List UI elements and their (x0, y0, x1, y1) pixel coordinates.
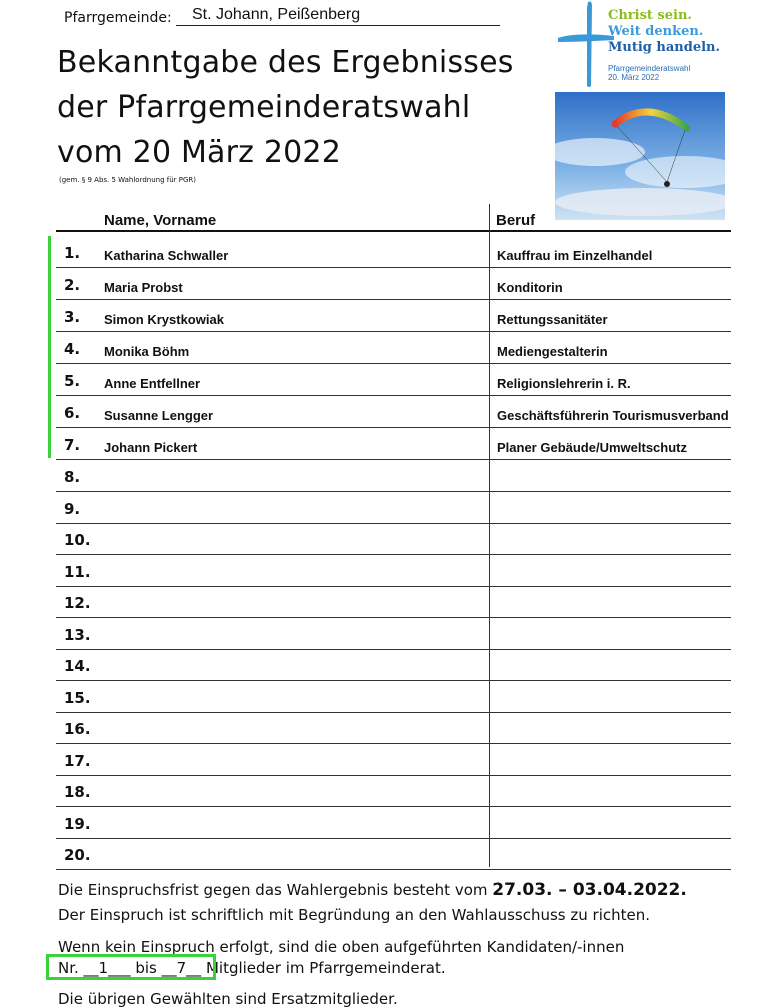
row-number: 20. (64, 846, 91, 864)
row-number: 5. (64, 372, 81, 390)
table-row (56, 681, 731, 713)
table-row (56, 492, 731, 524)
table-row (56, 428, 731, 460)
member-range-suffix: Mitglieder im Pfarrgemeinderat. (201, 959, 446, 977)
row-number: 16. (64, 720, 91, 738)
row-name: Johann Pickert (104, 440, 198, 455)
footer-paragraph-2: Der Einspruch ist schriftlich mit Begründung an den Wahlausschuss zu richten. (58, 906, 651, 924)
table-row (56, 300, 731, 332)
title-line-3: vom 20 März 2022 (57, 135, 342, 170)
footer-paragraph-3: Wenn kein Einspruch erfolgt, sind die oben aufgeführten Kandidaten/-innen (58, 938, 625, 956)
title-line-2: der Pfarrgemeinderatswahl (57, 90, 471, 125)
logo-line-2: Weit denken. (608, 24, 704, 39)
row-beruf: Planer Gebäude/Umweltschutz (497, 440, 687, 455)
election-logo (556, 0, 771, 90)
logo-sub-1: Pfarrgemeinderatswahl (608, 64, 691, 73)
table-row (56, 523, 731, 555)
logo-line-3: Mutig handeln. (608, 40, 721, 55)
table-row (56, 268, 731, 300)
pfarrgemeinde-label: Pfarrgemeinde: (64, 10, 172, 26)
row-number: 19. (64, 814, 91, 833)
elected-highlight-bar (48, 236, 51, 458)
row-number: 13. (64, 625, 91, 644)
row-name: Monika Böhm (104, 344, 190, 359)
row-beruf: Kauffrau im Einzelhandel (497, 248, 653, 263)
row-number: 7. (64, 436, 81, 454)
table-row (56, 649, 731, 681)
table-row (56, 236, 731, 268)
row-name: Katharina Schwaller (104, 248, 229, 263)
table-row (56, 744, 731, 776)
table-row (56, 555, 731, 587)
column-header-beruf: Beruf (496, 212, 536, 229)
logo-sub-2: 20. März 2022 (608, 73, 660, 82)
legal-note: (gem. § 9 Abs. 5 Wahlordnung für PGR) (59, 176, 197, 184)
deadline-dates: 27.03. – 03.04.2022. (492, 880, 687, 900)
table-row (56, 396, 731, 428)
row-number: 8. (64, 468, 81, 486)
row-number: 3. (64, 308, 81, 326)
pfarrgemeinde-row (64, 6, 504, 28)
row-name: Anne Entfellner (104, 376, 201, 391)
cross-beam-icon (556, 28, 616, 48)
table-row (56, 332, 731, 364)
logo-line-1: Christ sein. (608, 8, 692, 23)
table-row (56, 618, 731, 650)
row-name: Maria Probst (104, 280, 183, 295)
table-row (56, 460, 731, 492)
row-number: 6. (64, 404, 81, 422)
table-row (56, 712, 731, 744)
row-beruf: Geschäftsführerin Tourismusverband (497, 408, 729, 423)
row-beruf: Rettungssanitäter (497, 312, 608, 327)
column-header-name: Name, Vorname (104, 212, 217, 229)
row-beruf: Mediengestalterin (497, 344, 608, 359)
table-row (56, 838, 731, 870)
row-number: 18. (64, 783, 91, 801)
member-range-highlight (46, 954, 216, 980)
row-number: 12. (64, 594, 91, 612)
row-number: 17. (64, 751, 91, 770)
table-row (56, 775, 731, 807)
row-number: 15. (64, 688, 91, 707)
row-number: 11. (64, 562, 91, 581)
row-number: 10. (64, 531, 91, 549)
footer-paragraph-1 (58, 880, 687, 900)
table-row (56, 807, 731, 839)
table-row (56, 586, 731, 618)
title-line-1: Bekanntgabe des Ergebnisses (57, 45, 514, 80)
deadline-text: Die Einspruchsfrist gegen das Wahlergebnis besteht vom (58, 881, 493, 899)
row-beruf: Konditorin (497, 280, 563, 295)
logo-slogan (608, 8, 720, 56)
row-number: 1. (64, 244, 81, 262)
paraglider-photo (555, 92, 725, 220)
row-beruf: Religionslehrerin i. R. (497, 376, 631, 391)
header-divider (56, 230, 731, 232)
pfarrgemeinde-field[interactable]: St. Johann, Peißenberg (176, 6, 500, 26)
page-title (57, 40, 514, 175)
logo-subtitle (608, 64, 690, 82)
table-row (56, 364, 731, 396)
row-name: Susanne Lengger (104, 408, 214, 423)
row-number: 4. (64, 340, 81, 358)
row-number: 14. (64, 657, 91, 675)
row-name: Simon Krystkowiak (104, 312, 224, 327)
row-number: 9. (64, 499, 81, 518)
member-range[interactable]: Nr. __1___ bis __7__ (58, 959, 202, 977)
footer-paragraph-5: Die übrigen Gewählten sind Ersatzmitglieder. (58, 990, 398, 1008)
row-number: 2. (64, 276, 81, 294)
